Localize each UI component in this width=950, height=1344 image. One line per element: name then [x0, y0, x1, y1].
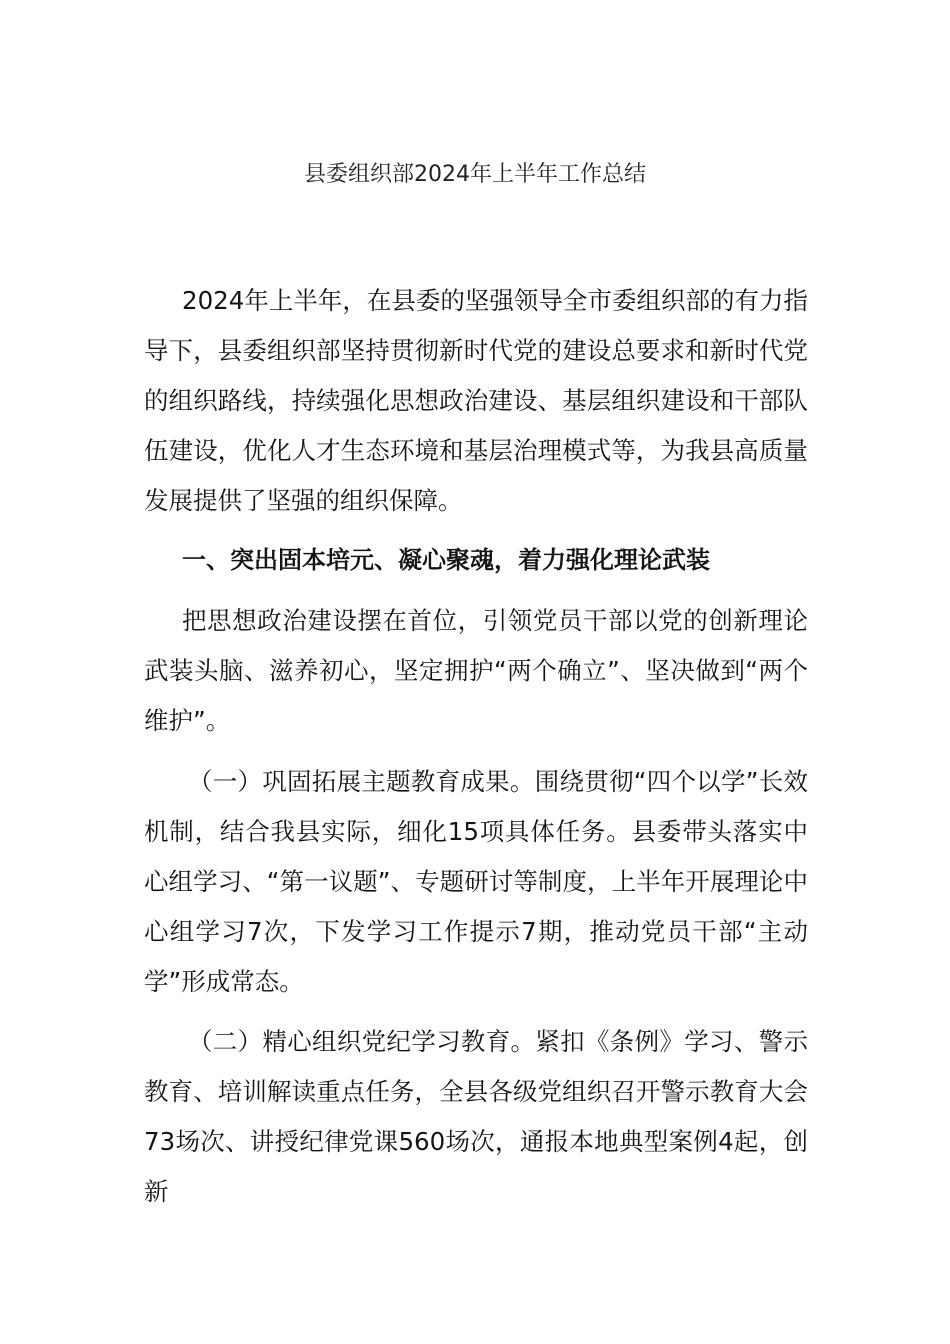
document-title: 县委组织部2024年上半年工作总结 — [304, 162, 646, 187]
intro-paragraph: 2024年上半年，在县委的坚强领导全市委组织部的有力指导下，县委组织部坚持贯彻新时代党的建设总要求和新时代党的组织路线，持续强化思想政治建设、基层组织建设和干部队伍建设，优化人才生态环境和基层治理模式等，为我县高质量发展提供了坚强的组织保障。 — [144, 286, 808, 515]
section-item-paragraph: （二）精心组织党纪学习教育。紧扣《条例》学习、警示教育、培训解读重点任务，全县各级党组织召开警示教育大会73场次、讲授纪律党课560场次，通报本地典型案例4起，创新 — [144, 1027, 808, 1206]
section-item-paragraph: （一）巩固拓展主题教育成果。围绕贯彻“四个以学”长效机制，结合我县实际，细化15项具体任务。县委带头落实中心组学习、“第一议题”、专题研讨等制度，上半年开展理论中心组学习7次，下发学习工作提示7期，推动党员干部“主动学”形成常态。 — [144, 767, 808, 996]
section-heading: 一、突出固本培元、凝心聚魂，着力强化理论武装 — [182, 546, 710, 574]
section-intro-paragraph: 把思想政治建设摆在首位，引领党员干部以党的创新理论武装头脑、滋养初心，坚定拥护“两个确立”、坚决做到“两个维护”。 — [144, 606, 808, 735]
